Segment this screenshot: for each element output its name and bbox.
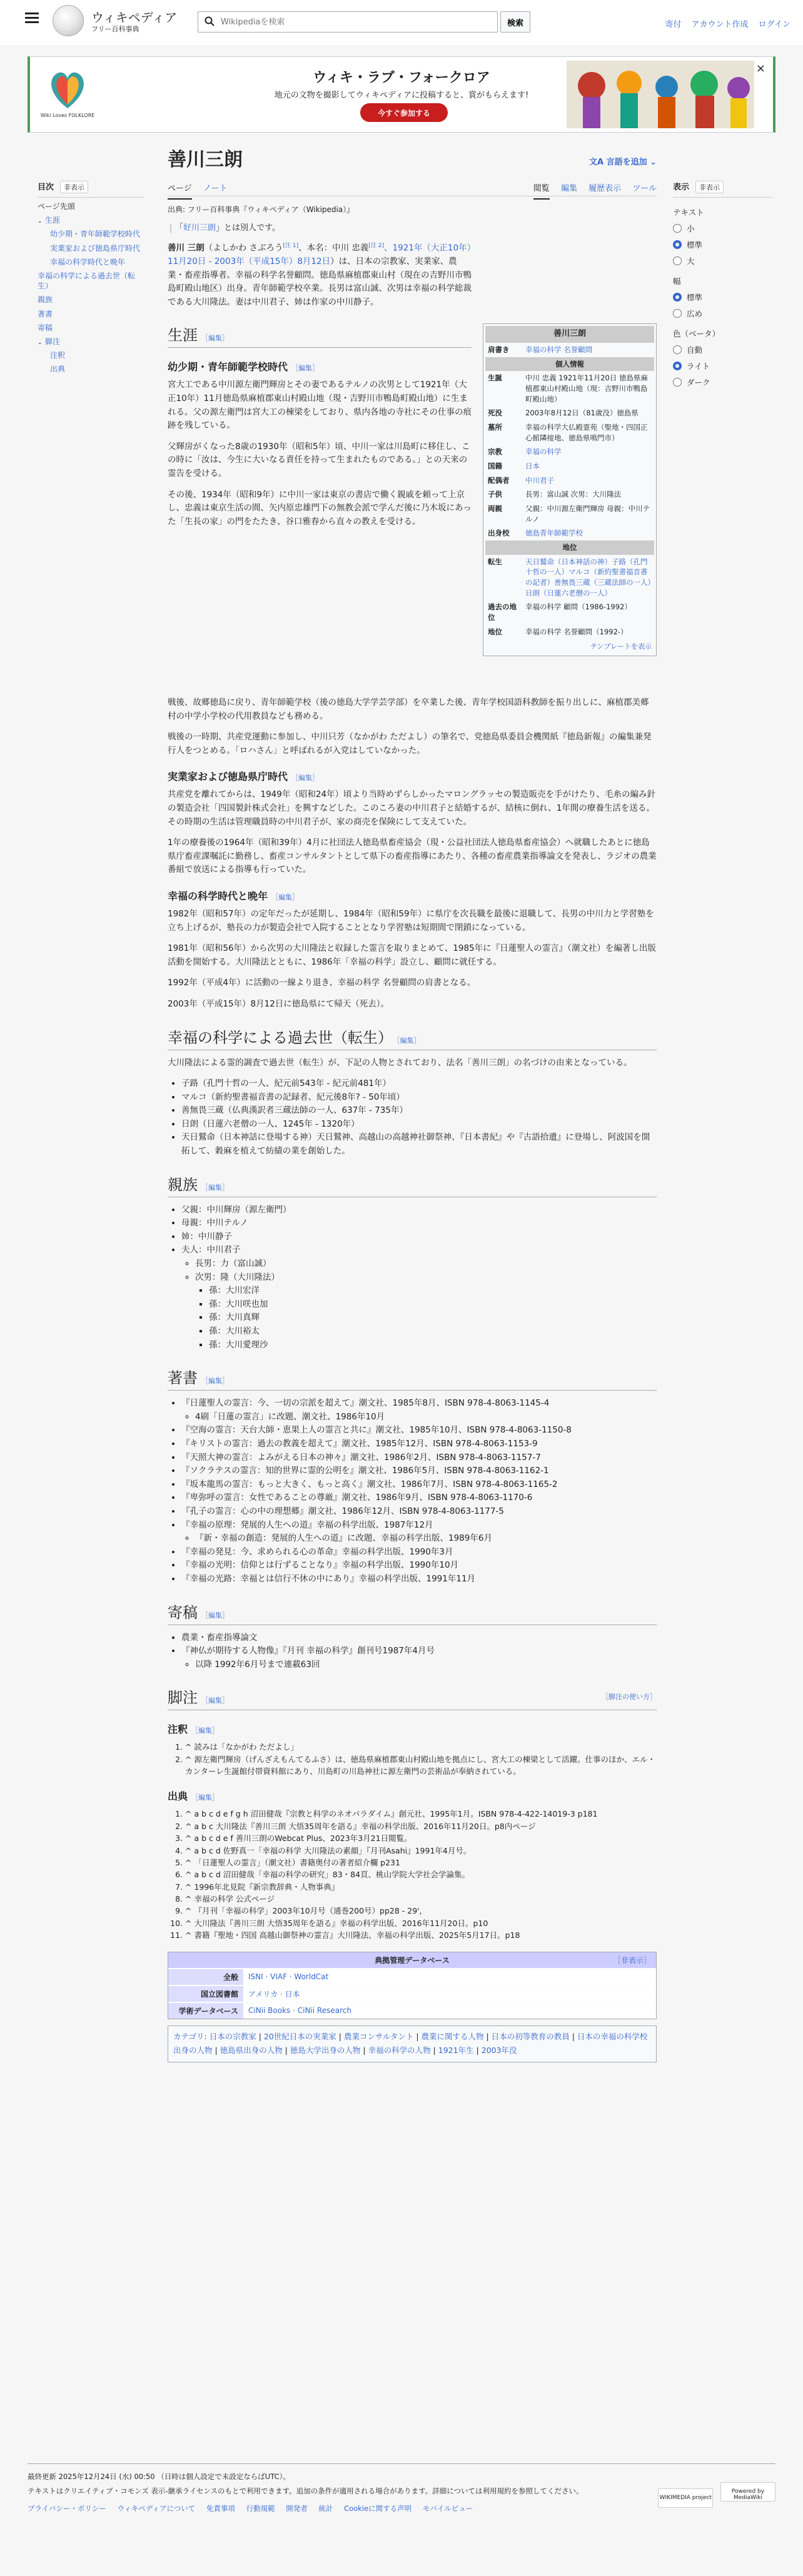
search-button[interactable]: 検索	[500, 11, 530, 33]
footer-link[interactable]: 統計	[318, 2503, 333, 2513]
footer-link[interactable]: 開発者	[286, 2503, 308, 2513]
tab-read[interactable]: 閲覧	[533, 184, 550, 200]
list-item: 4. ^ a b c d 佐野真一「幸福の科学 大川隆法の素顔」『月刊Asahi』1991年4月号。	[185, 1845, 657, 1857]
list-item: • 夫人：中川君子 ◦ 長男：力（富山誠） ◦ 次男：隆（大川隆法） ▪ 孫：大川宏洋 ▪ 孫：大川咲也加 ▪ 孫：大川真輝 ▪ 孫：大川裕太 ▪ 孫：大川愛理沙	[181, 1244, 657, 1352]
color-auto[interactable]: 自動	[673, 344, 773, 355]
create-account-link[interactable]: アカウント作成	[691, 20, 749, 29]
paragraph: 1982年（昭和57年）の定年だったが延期し、1984年（昭和59年）に県庁を次長職を最後に退職して、長男の中川力と学習塾を立ち上げるが、塾長の力が製造会社で入院することとなり学習塾は短期間で閉鎖になっている。	[168, 908, 654, 933]
login-link[interactable]: ログイン	[758, 20, 790, 29]
tab-talk[interactable]: ノート	[203, 184, 228, 193]
appearance-hide-button[interactable]: 非表示	[695, 181, 724, 193]
edit-link[interactable]: ［編集］	[191, 1727, 220, 1735]
footer-link[interactable]: 免責事項	[206, 2503, 235, 2513]
list-item: • 『天照大神の霊言：よみがえる日本の神々』潮文社、1986年2月、ISBN 978-4-8063-1157-7	[181, 1451, 657, 1465]
toc-item[interactable]: 注釈	[50, 351, 66, 360]
list-item: 5. ^ 「日蓮聖人の霊言」（潮文社）書籍奥付の著者紹介欄 p231	[185, 1857, 657, 1869]
text-size-small[interactable]: 小	[673, 223, 773, 234]
list-item: • 『坂本龍馬の霊言：もっと大きく、もっと高く』潮文社、1986年7月、ISBN 978-4-8063-1165-2	[181, 1478, 657, 1492]
toc-item[interactable]: 幸福の科学による過去世（転生）	[38, 271, 136, 291]
authority-hide-button[interactable]: ［非表示］	[613, 1955, 651, 1965]
toc-item[interactable]: 実業家および徳島県庁時代	[50, 243, 141, 253]
section-notes-b: 出典 ［編集］	[168, 1790, 220, 1803]
list-item: 1. ^ a b c d e f g h 沼田健哉『宗教と科学のネオパラダイム』創元社、1995年1月。ISBN 978-4-422-14019-3 p181	[185, 1808, 657, 1820]
edit-link[interactable]: ［編集］	[291, 364, 320, 373]
last-updated: 最終更新 2025年12月24日 (水) 00:50 （日時は個人設定で未設定ならばUTC）。	[28, 2472, 290, 2481]
toc-item[interactable]: ページ先頭	[38, 202, 75, 211]
authority-links[interactable]: CiNii Books · CiNii Research	[243, 2002, 656, 2019]
infobox: 善川三朗 肩書き 幸福の科学 名誉顧問 個人情報 生誕 中川 忠義 1921年11月20日 徳島県麻植郡東山村殿山地（現：吉野川市鴨島町殿山地） 死没 2003年8月12日（81歳没）徳島県 墓所 幸福の科学大仏殿霊苑（聖地・四国正心館隣接地、徳島県鳴門市） 宗教 幸福の科学 国籍 日本 配偶者 中川君子 子供 長男：富山誠 次男：大川隆法 両親 父親：中川源左衛門輝房 母親：中川テルノ 出身校 徳島青年師範学校 地位 転生 天日鷲命（日本神話の神）子路（孔門十哲の一人）マルコ（新約聖書福音書の記者）善無畏三蔵（三蔵法師の一人）日朗（日蓮六老僧の一人） 過去の地位 幸福の科学 顧問（1986-1992） 地位 幸福の科学 名誉顧問（1992-） テンプレートを表示	[483, 323, 657, 656]
paragraph: 戦後、故郷徳島に戻り、青年師範学校（後の徳島大学学芸学部）を卒業した後、青年学校国語科教師を振り出しに、麻植郡美郷村の中学小学校の代用教員なども務める。	[168, 697, 649, 721]
contrib-list	[168, 1631, 657, 1672]
list-item: • 『空海の霊言：天台大師・恵果上人の霊言と共に』潮文社、1985年10月、ISBN 978-4-8063-1150-8	[181, 1424, 657, 1438]
categories-label[interactable]: カテゴリ:	[173, 2031, 207, 2041]
list-item: • マルコ（新約聖書福音書の記録者、紀元後8年? - 50年頃）	[181, 1091, 657, 1105]
list-item: ▪ 孫：大川咲也加	[209, 1298, 657, 1312]
list-item: ▪ 孫：大川真輝	[209, 1311, 657, 1325]
section-notes: 脚注 ［編集］ ［脚注の使い方］	[168, 1685, 657, 1710]
logo-subtitle: フリー百科事典	[91, 25, 139, 33]
category-link[interactable]: 幸福の科学の人物	[368, 2046, 431, 2056]
logo-caption: Wiki Loves FOLKLORE	[40, 113, 95, 118]
list-item: • 『幸福の光明：信仰とは行ずることなり』幸福の科学出版、1990年10月	[181, 1559, 657, 1573]
notes-a-list	[168, 1741, 657, 1777]
paragraph: 1年の療養後の1964年（昭和39年）4月に社団法人徳島県畜産協会（現・公益社団法人徳島県畜産協会）へ就職したあとに徳島県庁畜産課嘱託に勤務し、畜産コンサルタントとして県下の畜産指導にあたり、各種の畜産農業指導論文を発表し、ラジオの農業番組で放送による指導も行っていた。	[168, 838, 657, 875]
list-item: • 母親：中川テルノ	[181, 1217, 657, 1230]
paragraph: その後、1934年（昭和9年）に中川一家は東京の書店で働く親戚を頼って上京し、忠義は東京生活の間、矢内原忠雄門下の無教会派で学んだ後に乃木坂にあった「生長の家」の門をたたき、谷口雅春から直々の教えを受ける。	[168, 489, 472, 527]
add-language-button[interactable]: 文A 言語を追加 ⌄	[588, 158, 657, 167]
section-notes-a: 注釈 ［編集］	[168, 1723, 220, 1736]
list-item: • 父親：中川輝房（源左衛門）	[181, 1204, 657, 1217]
category-link[interactable]: 2003年没	[481, 2046, 517, 2056]
section-contrib: 寄稿 ［編集］	[168, 1600, 657, 1625]
logo-title[interactable]: ウィキペディア	[91, 10, 178, 25]
authority-title: 典拠管理データベース	[375, 1955, 450, 1965]
paragraph: 1992年（平成4年）に活動の一線より退き、幸福の科学 名誉顧問の肩書となる。	[168, 978, 476, 988]
edit-link[interactable]: ［編集］	[201, 1611, 229, 1620]
tab-tools[interactable]: ツール	[632, 184, 657, 193]
campaign-banner	[28, 56, 775, 133]
category-link[interactable]: 1921年生	[438, 2046, 474, 2056]
text-size-large[interactable]: 大	[673, 255, 773, 266]
appearance-title: 表示	[673, 183, 690, 192]
search-icon	[205, 16, 215, 26]
list-item: • 農業・畜産指導論文	[181, 1631, 657, 1645]
footnote-usage-link[interactable]: ［脚注の使い方］	[602, 1693, 657, 1701]
list-item: 2. ^ 源左衛門輝房（げんざえもんてるふさ）は、徳島県麻植郡東山村殿山地を拠点にし、宮大工の棟梁として活躍。仕事のほか、エル・カンターレ生誕館付帯資料館にあり、川島町の川島神社に源左衛門の芸術品が奉納されている。	[185, 1753, 657, 1778]
toc-item[interactable]: 幸福の科学時代と晩年	[50, 257, 126, 266]
wikimedia-badge[interactable]: WIKIMEDIA project	[658, 2488, 713, 2508]
list-item: • 子路（孔門十哲の一人、紀元前543年 - 紀元前481年）	[181, 1077, 657, 1091]
list-item: 7. ^ 1996年北見院『新宗教辞典・人物事典』	[185, 1881, 657, 1893]
banner-description: 地元の文物を撮影してウィキペディアに投稿すると、賞がもらえます!	[274, 91, 529, 100]
footer-link[interactable]: Cookieに関する声明	[344, 2503, 412, 2513]
edit-link[interactable]: ［編集］	[201, 334, 229, 343]
toc-item[interactable]: 幼少期・青年師範学校時代	[50, 230, 141, 239]
chevron-down-icon[interactable]: ⌄	[38, 339, 43, 346]
banner-title: ウィキ・ラブ・フォークロア	[313, 70, 490, 86]
paragraph: 2003年（平成15年）8月12日に徳島県にて帰天（死去）。	[168, 998, 390, 1009]
edit-link[interactable]: ［編集］	[201, 1183, 229, 1192]
category-link[interactable]: 20世紀日本の実業家	[263, 2031, 336, 2041]
mediawiki-badge[interactable]: Powered by MediaWiki	[720, 2482, 775, 2502]
works-list	[168, 1397, 657, 1586]
infobox-personal-header: 個人情報	[485, 357, 654, 372]
donate-link[interactable]: 寄付	[665, 20, 682, 29]
section-early: 幼少期・青年師範学校時代 ［編集］	[168, 361, 320, 373]
text-size-standard[interactable]: 標準	[673, 239, 773, 250]
page-title: 善川三朗	[168, 150, 243, 170]
width-standard[interactable]: 標準	[673, 292, 773, 303]
paragraph: 宮大工である中川源左衛門輝房とその妻であるテルノの次男として1921年（大正10年）11月徳島県麻植郡東山村殿山地（現・吉野川市鴨島町殿山地）に生まれる。父の源左衛門は宮大工の棟梁をしており、県内各地の寺社にその仕事の痕跡を残している。	[168, 380, 472, 431]
edit-link[interactable]: ［編集］	[271, 893, 300, 901]
infobox-title: 善川三朗	[485, 326, 654, 343]
participate-button[interactable]: 今すぐ参加する	[360, 103, 448, 122]
past-life-list	[168, 1077, 657, 1159]
list-item: • 『孔子の霊言：心の中の理想郷』潮文社、1986年12月、ISBN 978-4-8063-1177-5	[181, 1505, 657, 1519]
tab-history[interactable]: 履歴表示	[588, 184, 622, 193]
hatnote-link[interactable]: 好川三朗	[183, 223, 216, 233]
list-item: • 姉：中川静子	[181, 1230, 657, 1244]
list-item: ▪ 孫：大川愛理沙	[209, 1339, 657, 1352]
category-link[interactable]: 農業に関する人物	[421, 2031, 484, 2041]
appearance-panel	[673, 180, 773, 393]
authority-links[interactable]: アメリカ · 日本	[243, 1985, 656, 2002]
list-item: • 日朗（日蓮六老僧の一人、1245年 - 1320年）	[181, 1118, 657, 1132]
category-link[interactable]: 日本の宗教家	[209, 2031, 256, 2041]
toc-item[interactable]: ⌄ 生涯	[38, 216, 61, 225]
list-item: 2. ^ a b c 大川隆法『善川三朗 大悟35周年を語る』幸福の科学出版、2016年11月20日。p8内ページ	[185, 1820, 657, 1832]
main-content	[168, 144, 657, 2062]
main-menu-icon[interactable]	[25, 13, 39, 24]
authority-control-box: 典拠管理データベース ［非表示］ 全般 ISNI · VIAF · WorldCat 国立図書館 アメリカ · 日本 学術データベース CiNii Books · CiNii Research	[168, 1952, 657, 2019]
site-subtitle: 出典: フリー百科事典『ウィキペディア（Wikipedia）』	[168, 205, 355, 214]
toc-title: 目次	[38, 183, 54, 192]
footer-link[interactable]: ウィキペディアについて	[117, 2503, 196, 2513]
toc-header	[38, 180, 144, 193]
list-item: • 『日蓮聖人の霊言：今、一切の宗派を超えて』潮文社、1985年8月、ISBN 978-4-8063-1145-4 ◦ 4刷「日蓮の霊言」に改題、潮文社、1986年10月	[181, 1397, 657, 1424]
paragraph: 大川隆法による霊的調査で過去世（転生）が、下記の人物とされており、法名「善川三朗」の名づけの由来となっている。	[168, 1057, 632, 1068]
section-life: 生涯 ［編集］	[168, 323, 472, 348]
list-item: • 『卑弥呼の霊言：女性であることの尊厳』潮文社、1986年9月、ISBN 978-4-8063-1170-6	[181, 1491, 657, 1505]
text-size-label: テキスト	[673, 208, 704, 217]
toc-item[interactable]: 親族	[38, 295, 53, 305]
page-tabs	[168, 174, 657, 196]
list-item: 9. ^ 『月刊「幸福の科学」2003年10月号（通巻200号）pp28 - 29',	[185, 1905, 657, 1917]
list-item: • 『神仏が期待する人物像』『月刊 幸福の科学』創刊号1987年4月号 ◦ 以降 1992年6月号まで連載63回	[181, 1645, 657, 1671]
paragraph: 戦後の一時期、共産党運動に参加し、中川只芳（なかがわ ただよし）の筆名で、党徳島県委員会機関紙『徳島新報』の編集兼発行人をつとめる。「ロハさん」と呼ばれるが入党はしていなかった。	[168, 732, 652, 756]
template-link[interactable]: テンプレートを表示	[590, 642, 652, 651]
site-footer	[28, 2463, 775, 2513]
paragraph: 共産党を離れてからは、1949年（昭和24年）頃より当時めずらしかったマロングラッセの製造販売を手がけたり、毛糸の編み針の製造会社「四国製針株式会社」を興すなどした。このころ妻の中川君子と結婚するが、結核に倒れ、1年間の療養生活を送る。その時期の生活は管理職員時の中川君子が、家の商売を保険にして支えていた。	[168, 789, 655, 827]
section-later: 幸福の科学時代と晩年 ［編集］	[168, 890, 300, 902]
color-label: 色（ベータ）	[673, 329, 720, 338]
intro-paragraph: 善川 三朗（よしかわ さぶろう[注 1]、本名：中川 忠義[注 2]、1921年（大正10年）11月20日 - 2003年（平成15年）8月12日）は、日本の宗教家、実業家、農業・畜産指導者。幸福の科学名誉顧問。徳島県麻植郡東山村（現在の吉野川市鴨島町殿山地区）出身。青年師範学校卒業。長男は富山誠、次男は幸福の科学総裁である大川隆法。妻は中川君子、姉は作家の中川静子。	[168, 243, 472, 307]
category-link[interactable]: 徳島大学出身の人物	[290, 2046, 361, 2056]
list-item: • 善無畏三蔵（仏典漢訳者三蔵法師の一人、637年 - 735年）	[181, 1104, 657, 1118]
wikipedia-logo-icon[interactable]	[53, 5, 84, 36]
edit-link[interactable]: ［編集］	[201, 1377, 229, 1386]
width-label: 幅	[673, 276, 681, 286]
edit-link[interactable]: ［編集］	[291, 774, 320, 783]
list-item: 8. ^ 幸福の科学 公式ページ	[185, 1893, 657, 1905]
toc-item[interactable]: 著書	[38, 309, 53, 318]
search-input[interactable]	[220, 15, 470, 29]
width-wide[interactable]: 広め	[673, 308, 773, 319]
list-item: 3. ^ a b c d e f 善川三朗のWebcat Plus、2023年3月21日閲覧。	[185, 1832, 657, 1844]
edit-link[interactable]: ［編集］	[396, 1036, 421, 1045]
edit-link[interactable]: ［編集］	[191, 1793, 220, 1802]
list-item: 10. ^ 大川隆法『善川三朗 大悟35周年を語る』幸福の科学出版、2016年11月20日。p10	[185, 1917, 657, 1929]
toc-item[interactable]: ⌄ 脚注	[38, 337, 61, 346]
category-link[interactable]: 徳島県出身の人物	[220, 2046, 283, 2056]
paragraph: 1981年（昭和56年）から次男の大川隆法と収録した霊言を取りまとめて、1985年に『日蓮聖人の霊言』（潮文社）を編著し出版活動を開始する。大川隆法とともに、1986年「幸福の科学」設立し、顧問に就任する。	[168, 943, 656, 967]
toc-item[interactable]: 出典	[50, 365, 66, 374]
search-box	[198, 11, 498, 33]
category-link[interactable]: 日本の幸福の科学校出身の人物	[173, 2031, 648, 2056]
category-link[interactable]: 日本の初等教育の教員	[491, 2031, 570, 2041]
section-family: 親族 ［編集］	[168, 1172, 657, 1197]
list-item: • 天日鷲命（日本神話に登場する神）天日鷲神、高越山の高越神社御祭神、『日本書紀』や『古語拾遺』に登場し、阿波国を開拓して、穀麻を植えて紡績の業を創始した。	[181, 1131, 657, 1158]
category-link[interactable]: 農業コンサルタント	[343, 2031, 414, 2041]
edit-link[interactable]: ［編集］	[201, 1696, 229, 1705]
list-item: 11. ^ 書籍『聖地・四国 高越山御祭神の霊言』大川隆法、幸福の科学出版、2025年5月17日。p18	[185, 1929, 657, 1941]
list-item: • 『キリストの霊言：過去の教義を超えて』潮文社、1985年12月、ISBN 978-4-8063-1153-9	[181, 1438, 657, 1451]
list-item: ◦ 4刷「日蓮の霊言」に改題、潮文社、1986年10月	[195, 1411, 657, 1424]
list-item: • 『幸福の発見：今、求められる心の革命』幸福の科学出版、1990年3月	[181, 1546, 657, 1559]
list-item: ▪ 孫：大川裕太	[209, 1325, 657, 1339]
section-business: 実業家および徳島県庁時代 ［編集］	[168, 771, 320, 783]
footer-link[interactable]: 行動規範	[246, 2503, 275, 2513]
folklore-photo	[567, 61, 754, 128]
table-of-contents	[38, 180, 144, 378]
list-item: 1. ^ 読みは「なかがわ ただよし」	[185, 1741, 657, 1753]
list-item: • 『幸福の光路：幸福とは信行不休の中にあり』幸福の科学出版、1991年11月	[181, 1573, 657, 1586]
list-item: ◦ 長男：力（富山誠）	[195, 1257, 657, 1271]
color-dark[interactable]: ダーク	[673, 377, 773, 388]
hatnote: 「好川三朗」とは別人です。	[168, 221, 472, 233]
authority-links[interactable]: ISNI · VIAF · WorldCat	[243, 1969, 656, 1985]
list-item: ◦ 『新・幸福の創造：発展的人生への道』に改題、幸福の科学出版、1989年6月	[195, 1532, 657, 1546]
notes-b-list	[168, 1808, 657, 1941]
toc-item[interactable]: 寄稿	[38, 323, 53, 332]
infobox-position-header: 地位	[485, 540, 654, 555]
list-item: • 『ソクラテスの霊言：知的世界に霊的公明を』潮文社、1986年5月、ISBN 978-4-8063-1162-1	[181, 1464, 657, 1478]
color-light[interactable]: ライト	[673, 360, 773, 372]
chevron-down-icon[interactable]: ⌄	[38, 218, 43, 225]
license-text: テキストはクリエイティブ・コモンズ 表示-継承ライセンスのもとで利用できます。追加の条件が適用される場合があります。詳細については利用規約を参照してください。	[28, 2487, 583, 2496]
toc-hide-button[interactable]: 非表示	[60, 181, 88, 193]
list-item: ▪ 孫：大川宏洋	[209, 1284, 657, 1298]
family-list	[168, 1204, 657, 1352]
list-item: • 『幸福の原理：発展的人生への道』幸福の科学出版、1987年12月 ◦ 『新・幸福の創造：発展的人生への道』に改題、幸福の科学出版、1989年6月	[181, 1519, 657, 1546]
tab-edit[interactable]: 編集	[560, 184, 577, 193]
category-links: カテゴリ: 日本の宗教家 | 20世紀日本の実業家 | 農業コンサルタント | 農業に関する人物 | 日本の初等教育の教員 | 日本の幸福の科学校出身の人物 | 徳島県出身の人物 | 徳島大学出身の人物 | 幸福の科学の人物 | 1921年生 | 2003年没	[168, 2026, 657, 2062]
list-item: 6. ^ a b c d 沼田健哉「幸福の科学の研究」83・84頁、桃山学院大学社会学論集。	[185, 1869, 657, 1880]
paragraph: 父輝房がくなった8歳の1930年（昭和5年）頃、中川一家は川島町に移住し、この時に「汝は、今生に大いなる責任を持って生まれたものである。」との天来の霊告を受ける。	[168, 441, 470, 479]
footer-link[interactable]: モバイルビュー	[422, 2503, 473, 2513]
footer-link[interactable]: プライバシー・ポリシー	[28, 2503, 106, 2513]
section-works: 著書 ［編集］	[168, 1366, 657, 1391]
tab-page[interactable]: ページ	[168, 184, 192, 200]
user-links	[657, 18, 790, 29]
list-item: ◦ 次男：隆（大川隆法） ▪ 孫：大川宏洋 ▪ 孫：大川咲也加 ▪ 孫：大川真輝 ▪ 孫：大川裕太 ▪ 孫：大川愛理沙	[195, 1271, 657, 1352]
section-past: 幸福の科学による過去世（転生） ［編集］	[168, 1025, 657, 1050]
list-item: ◦ 以降 1992年6月号まで連載63回	[195, 1658, 657, 1672]
site-header	[0, 0, 803, 45]
close-icon[interactable]: ×	[755, 62, 765, 75]
